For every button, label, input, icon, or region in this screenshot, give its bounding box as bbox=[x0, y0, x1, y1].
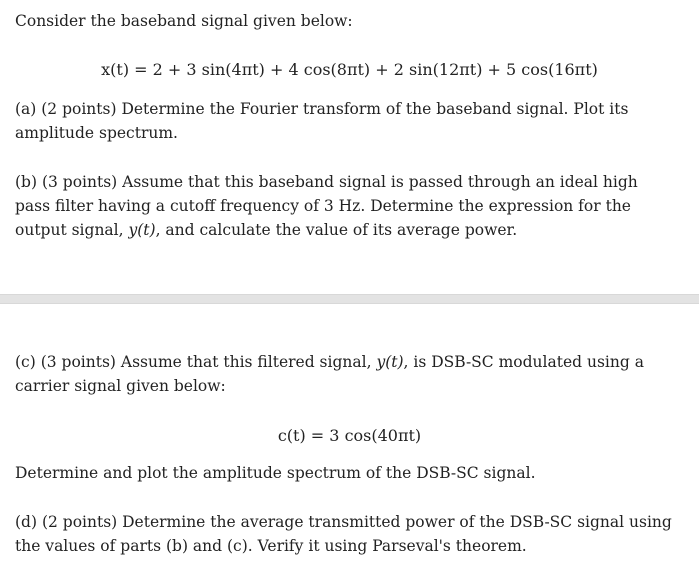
section-divider bbox=[0, 294, 699, 304]
intro-text: Consider the baseband signal given below: bbox=[15, 12, 353, 30]
part-b-output-var: y(t) bbox=[128, 221, 156, 239]
part-c-text-2: , is DSB-SC modulated using a carrier signal given below: bbox=[15, 353, 644, 395]
part-b-text bbox=[15, 170, 675, 242]
part-c-signal-var: y(t) bbox=[376, 353, 404, 371]
question-card-bottom bbox=[0, 304, 699, 572]
part-a-text: (a) (2 points) Determine the Fourier transform of the baseband signal. Plot its amplitude spectrum. bbox=[15, 100, 629, 142]
part-d-text: (d) (2 points) Determine the average transmitted power of the DSB-SC signal using the values of parts (b) and (c). Verify it using Parseval's theorem. bbox=[15, 513, 672, 555]
part-b-text-2: , and calculate the value of its average power. bbox=[155, 221, 518, 239]
part-c-text bbox=[15, 350, 675, 398]
part-b-text-1: (b) (3 points) Assume that this baseband signal is passed through an ideal high pass filter having a cutoff frequency of 3 Hz. Determine the expression for the output signal, bbox=[15, 173, 638, 239]
part-c-text-1: (c) (3 points) Assume that this filtered signal, bbox=[15, 353, 377, 371]
part-c-instruction: Determine and plot the amplitude spectrum of the DSB-SC signal. bbox=[15, 464, 536, 482]
carrier-equation: c(t) = 3 cos(40πt) bbox=[277, 426, 422, 445]
signal-equation: x(t) = 2 + 3 sin(4πt) + 4 cos(8πt) + 2 sin(12πt) + 5 cos(16πt) bbox=[101, 60, 598, 79]
